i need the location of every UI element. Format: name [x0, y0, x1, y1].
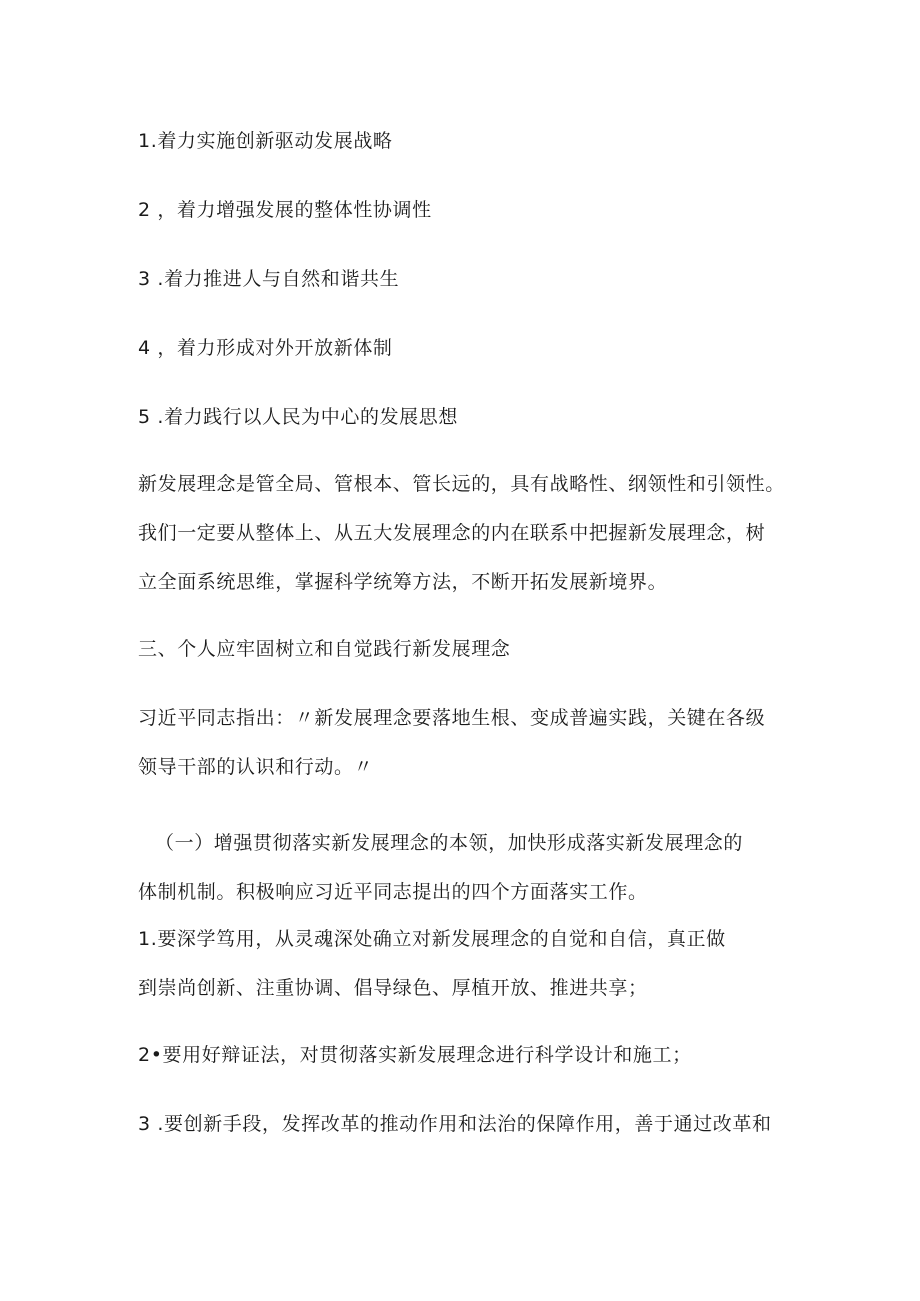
- subsection-heading: （一）增强贯彻落实新发展理念的本领，加快形成落实新发展理念的: [155, 832, 744, 854]
- list-item: 3 .要创新手段，发挥改革的推动作用和法治的保障作用，善于通过改革和: [138, 1113, 772, 1135]
- quote-line: 习近平同志指出：〃新发展理念要落地生根、变成普遍实践，关键在各级: [138, 707, 766, 729]
- list-item: 2•要用好辩证法，对贯彻落实新发展理念进行科学设计和施工；: [138, 1044, 692, 1066]
- list-item-4: 4 ，着力形成对外开放新体制: [138, 337, 393, 359]
- list-item-2: 2 ，着力增强发展的整体性协调性: [138, 199, 432, 221]
- paragraph-line: 新发展理念是管全局、管根本、管长远的，具有战略性、纲领性和引领性。: [138, 473, 785, 495]
- list-item-3: 3 .着力推进人与自然和谐共生: [138, 268, 400, 290]
- subsection-line: 体制机制。积极响应习近平同志提出的四个方面落实工作。: [138, 881, 648, 903]
- list-item-1: 1.着力实施创新驱动发展战略: [138, 130, 393, 152]
- paragraph-line: 立全面系统思维，掌握科学统筹方法，不断开拓发展新境界。: [138, 571, 668, 593]
- list-item: 1.要深学笃用，从灵魂深处确立对新发展理念的自觉和自信，真正做: [138, 928, 726, 950]
- quote-line: 领导干部的认识和行动。〃: [138, 756, 374, 778]
- section-heading: 三、个人应牢固树立和自觉践行新发展理念: [138, 638, 511, 660]
- list-item-5: 5 .着力践行以人民为中心的发展思想: [138, 406, 458, 428]
- paragraph-line: 我们一定要从整体上、从五大发展理念的内在联系中把握新发展理念，树: [138, 522, 766, 544]
- list-item: 到崇尚创新、注重协调、倡导绿色、厚植开放、推进共享；: [138, 977, 648, 999]
